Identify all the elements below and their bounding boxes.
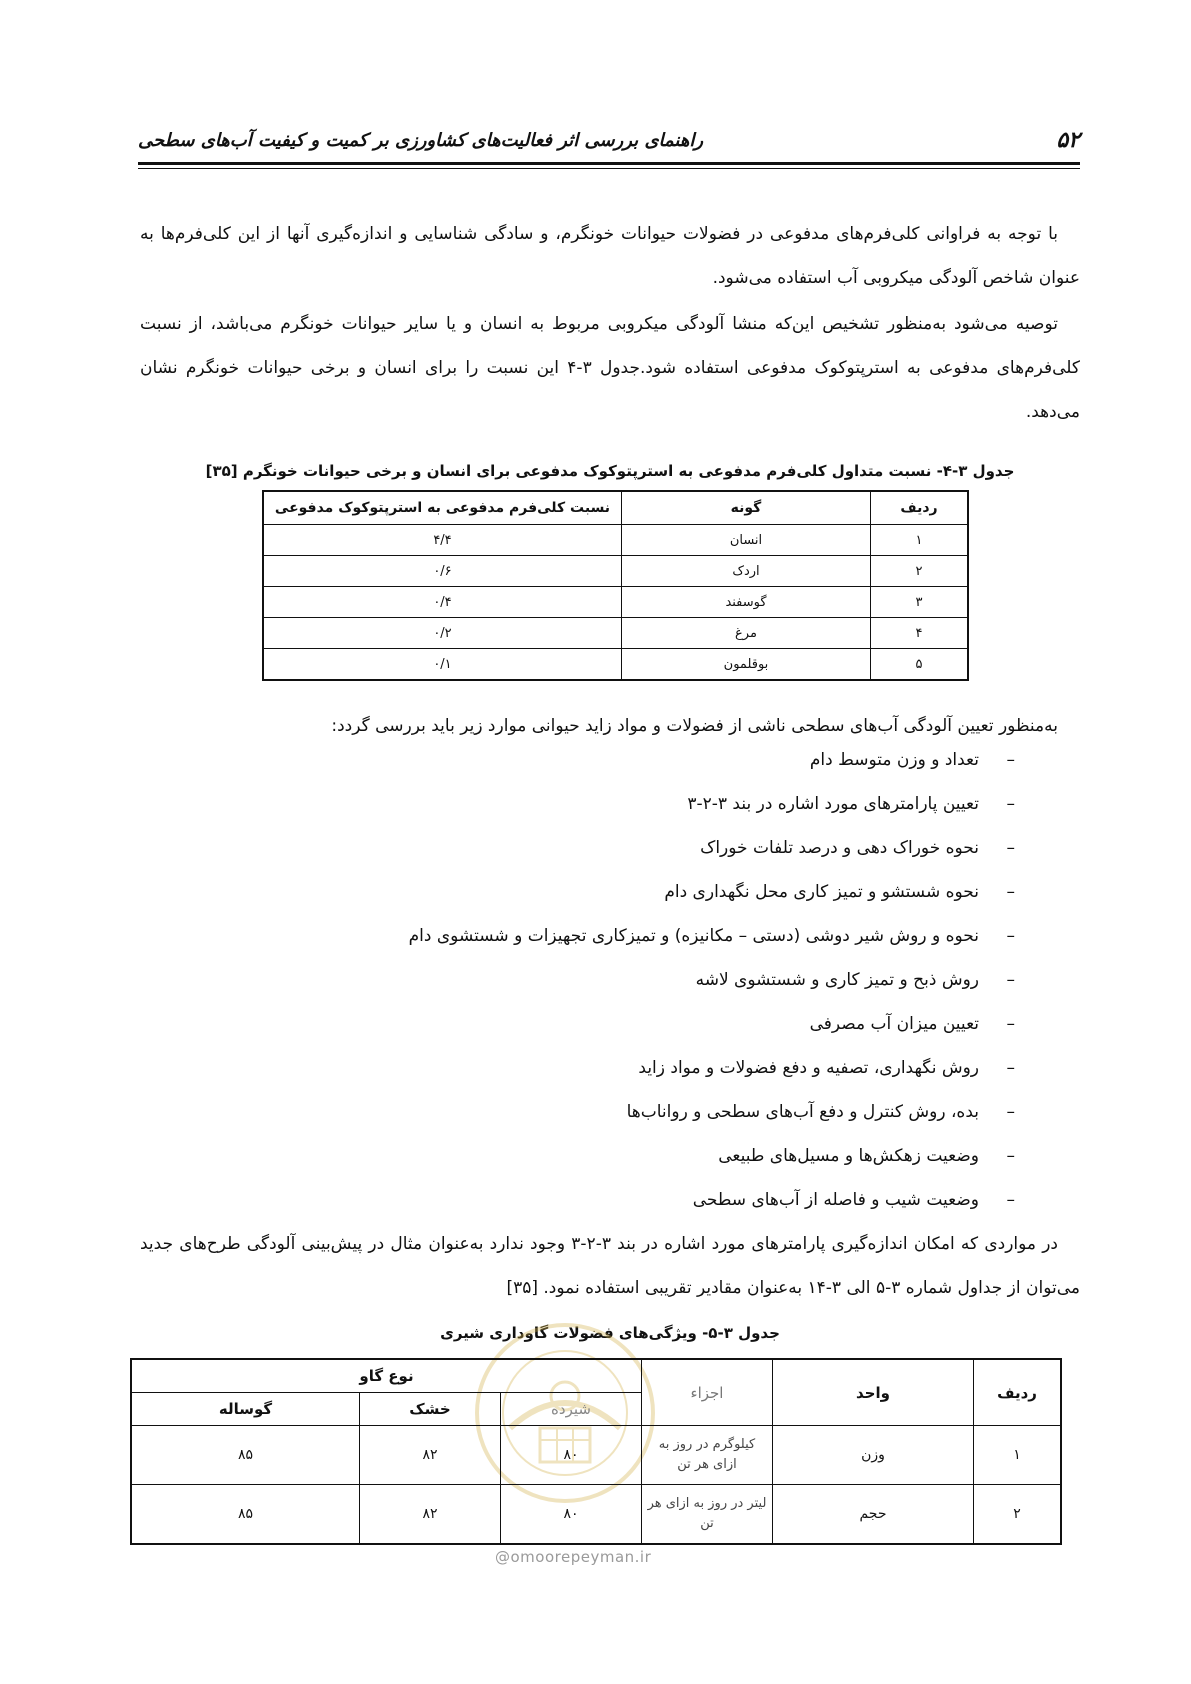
cell-component: لیتر در روز به ازای هر تن [642, 1485, 773, 1545]
bullet-dash: – [1006, 1014, 1015, 1034]
paragraph-2 [140, 302, 1080, 434]
cell-unit: وزن [773, 1426, 974, 1485]
list-item [300, 1134, 1015, 1178]
table-row [263, 587, 968, 618]
bullet-dash: – [1006, 794, 1015, 814]
table-row [131, 1426, 1061, 1485]
table-header-calf: گوساله [131, 1393, 360, 1426]
header-rule-thin [138, 168, 1080, 169]
list-item-text: وضعیت شیب و فاصله از آب‌های سطحی [692, 1190, 979, 1210]
table-header-row-no: ردیف [871, 491, 969, 525]
list-item-text: نحوه و روش شیر دوشی (دستی – مکانیزه) و تمیزکاری تجهیزات و شستشوی دام [408, 926, 979, 946]
cell-row-no: ۲ [871, 556, 969, 587]
bullet-dash: – [1006, 926, 1015, 946]
list-item-text: تعداد و وزن متوسط دام [809, 750, 979, 770]
cell-unit: حجم [773, 1485, 974, 1545]
table-header-unit: واحد [773, 1359, 974, 1426]
cell-calf: ۸۵ [131, 1485, 360, 1545]
list-item [300, 958, 1015, 1002]
bullet-dash: – [1006, 882, 1015, 902]
cell-component: کیلوگرم در روز به ازای هر تن [642, 1426, 773, 1485]
bullet-dash: – [1006, 838, 1015, 858]
cell-ratio: ۰/۱ [263, 649, 622, 681]
watermark-text: @omoorepeyman.ir [495, 1548, 652, 1566]
paragraph-1-text: با توجه به فراوانی کلی‌فرم‌های مدفوعی در فضولات حیوانات خونگرم، و سادگی شناسایی و اندازه‌گیری آنها از این کلی‌فرم‌ها به عنوان شاخص آلودگی میکروبی آب استفاده می‌شود. [140, 224, 1080, 288]
table-header-row-no: ردیف [974, 1359, 1062, 1426]
list-item [300, 738, 1015, 782]
list-item [300, 1002, 1015, 1046]
cell-species: گوسفند [622, 587, 871, 618]
table-header-component: اجزاء [642, 1359, 773, 1426]
table-header-dry: خشک [360, 1393, 501, 1426]
paragraph-last-text: در مواردی که امکان اندازه‌گیری پارامترهای مورد اشاره در بند ۳-۲-۳ وجود ندارد به‌عنوان مثال در پیش‌بینی آلودگی طرح‌های جدید می‌توان از جداول شماره ۳-۵ الی ۳-۱۴ به‌عنوان مقادیر تقریبی استفاده نمود. [۳۵] [140, 1234, 1080, 1298]
cell-species: بوقلمون [622, 649, 871, 681]
cell-ratio: ۰/۲ [263, 618, 622, 649]
list-item [300, 782, 1015, 826]
table-header-lactating: شیرده [501, 1393, 642, 1426]
table-row [263, 556, 968, 587]
cell-dry: ۸۲ [360, 1485, 501, 1545]
list-item [300, 1178, 1015, 1222]
paragraph-1 [140, 212, 1080, 300]
list-item [300, 1046, 1015, 1090]
table-1-caption: جدول ۳-۴- نسبت متداول کلی‌فرم مدفوعی به استرپتوکوک مدفوعی برای انسان و برخی حیوانات خونگرم [۳۵] [205, 462, 1015, 480]
list-item-text: بده، روش کنترل و دفع آب‌های سطحی و رواناب‌ها [626, 1102, 979, 1122]
page-number: ۵۲ [1056, 128, 1080, 153]
list-item [300, 914, 1015, 958]
bullet-dash: – [1006, 1058, 1015, 1078]
table-header-ratio: نسبت کلی‌فرم مدفوعی به استرپتوکوک مدفوعی [263, 491, 622, 525]
cell-row-no: ۳ [871, 587, 969, 618]
table-row [263, 618, 968, 649]
list-item-text: وضعیت زهکش‌ها و مسیل‌های طبیعی [718, 1146, 979, 1166]
paragraph-intro-text: به‌منظور تعیین آلودگی آب‌های سطحی ناشی از فضولات و مواد زاید حیوانی موارد زیر باید بررسی گردد: [331, 716, 1058, 736]
cell-lactating: ۸۰ [501, 1426, 642, 1485]
cell-ratio: ۴/۴ [263, 525, 622, 556]
table-row [263, 649, 968, 681]
cell-species: اردک [622, 556, 871, 587]
running-title: راهنمای بررسی اثر فعالیت‌های کشاورزی بر کمیت و کیفیت آب‌های سطحی [138, 130, 704, 151]
table-1 [262, 490, 969, 681]
cell-row-no: ۱ [871, 525, 969, 556]
page-header [138, 128, 1080, 158]
table-header-cow-type: نوع گاو [131, 1359, 642, 1393]
list-item-text: تعیین میزان آب مصرفی [809, 1014, 979, 1034]
list-item-text: روش نگهداری، تصفیه و دفع فضولات و مواد زاید [638, 1058, 979, 1078]
table-1-header-row [263, 491, 968, 525]
list-item-text: تعیین پارامترهای مورد اشاره در بند ۳-۲-۳ [687, 794, 979, 814]
table-header-species: گونه [622, 491, 871, 525]
cell-ratio: ۰/۶ [263, 556, 622, 587]
table-2-header-row [131, 1359, 1061, 1393]
list-item-text: نحوه شستشو و تمیز کاری محل نگهداری دام [664, 882, 979, 902]
table-row [263, 525, 968, 556]
bullet-dash: – [1006, 1102, 1015, 1122]
paragraph-last [140, 1222, 1080, 1310]
cell-lactating: ۸۰ [501, 1485, 642, 1545]
paragraph-2-text: توصیه می‌شود به‌منظور تشخیص این‌که منشا آلودگی میکروبی مربوط به انسان و یا سایر حیوانات خونگرم می‌باشد، از نسبت کلی‌فرم‌های مدفوعی به استرپتوکوک مدفوعی استفاده شود.جدول ۳-۴ این نسبت را برای انسان و برخی حیوانات خونگرم نشان می‌دهد. [140, 314, 1080, 422]
cell-ratio: ۰/۴ [263, 587, 622, 618]
bullet-list [300, 738, 1015, 1222]
cell-species: مرغ [622, 618, 871, 649]
list-item-text: روش ذبح و تمیز کاری و شستشوی لاشه [695, 970, 979, 990]
bullet-dash: – [1006, 750, 1015, 770]
table-2-caption: جدول ۳-۵- ویژگی‌های فضولات گاوداری شیری [440, 1324, 780, 1342]
cell-row-no: ۴ [871, 618, 969, 649]
cell-row-no: ۵ [871, 649, 969, 681]
header-rule [138, 162, 1080, 165]
cell-row-no: ۲ [974, 1485, 1062, 1545]
table-2 [130, 1358, 1062, 1545]
cell-species: انسان [622, 525, 871, 556]
list-item [300, 870, 1015, 914]
list-item-text: نحوه خوراک دهی و درصد تلفات خوراک [700, 838, 979, 858]
cell-dry: ۸۲ [360, 1426, 501, 1485]
list-item [300, 826, 1015, 870]
cell-row-no: ۱ [974, 1426, 1062, 1485]
bullet-dash: – [1006, 1190, 1015, 1210]
cell-calf: ۸۵ [131, 1426, 360, 1485]
bullet-dash: – [1006, 1146, 1015, 1166]
list-item [300, 1090, 1015, 1134]
table-row [131, 1485, 1061, 1545]
bullet-dash: – [1006, 970, 1015, 990]
